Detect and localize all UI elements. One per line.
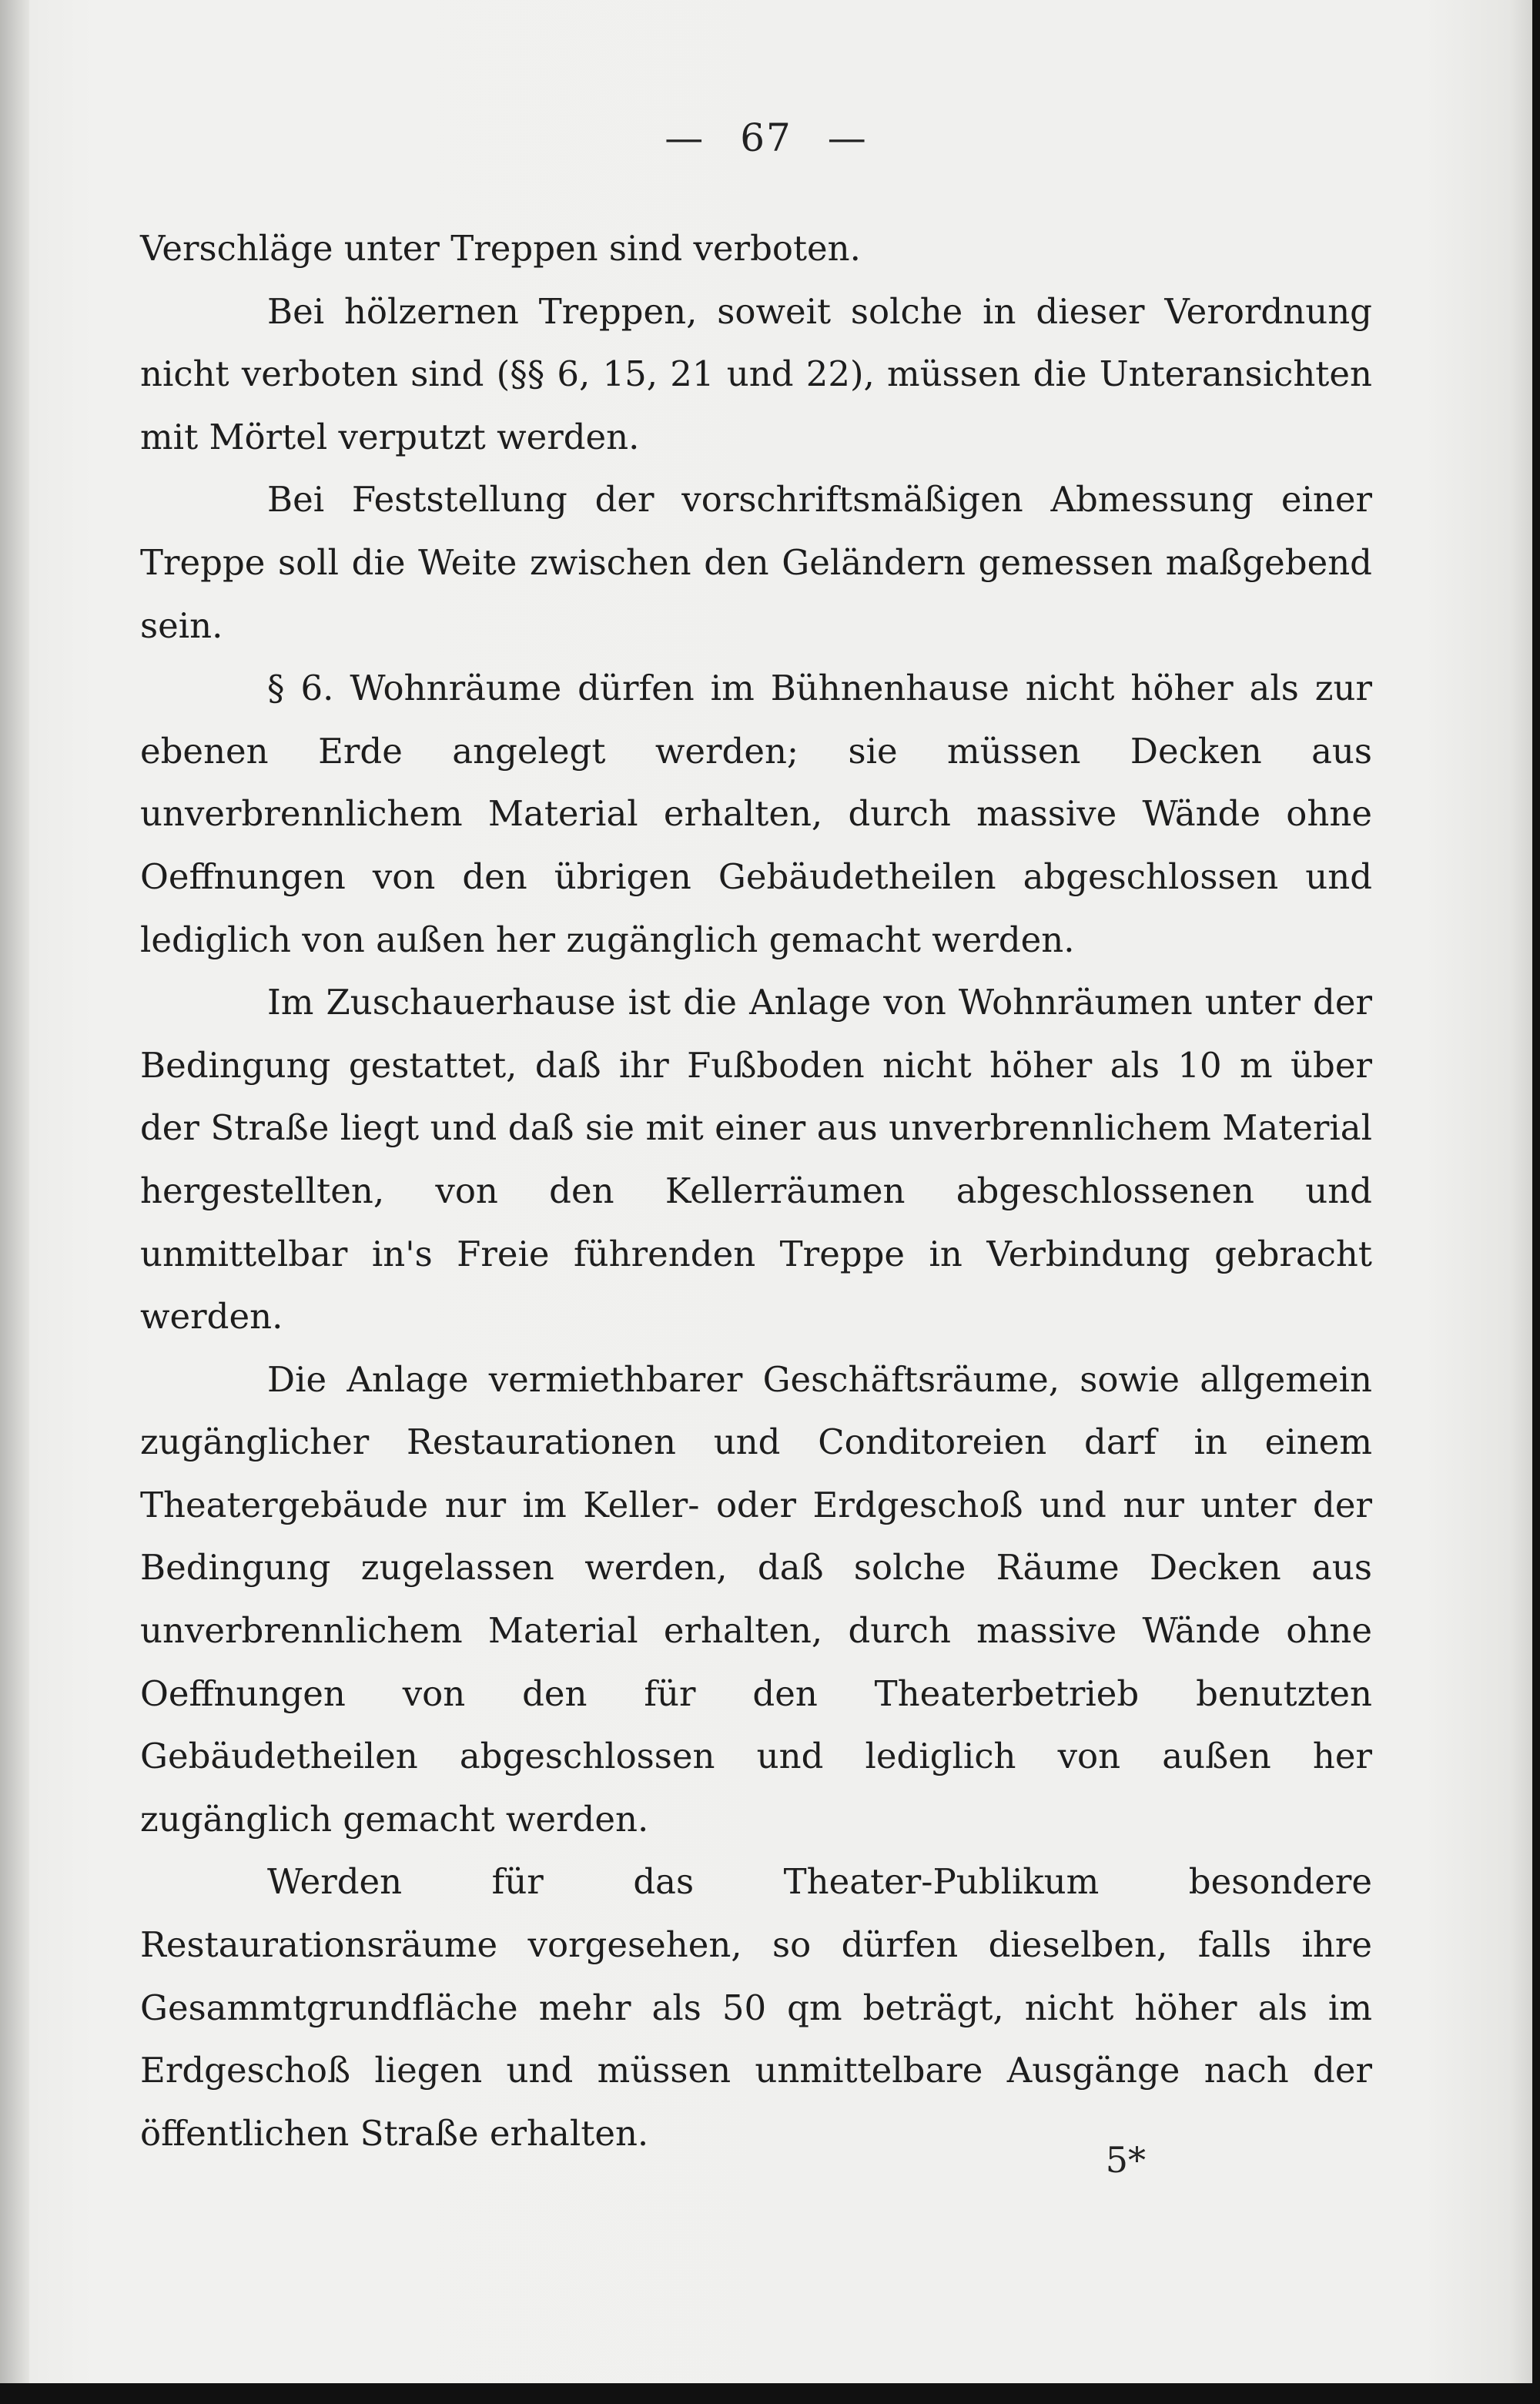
paragraph-5: Im Zuschauerhause ist die Anlage von Wohnräumen unter der Bedingung gestattet, daß ihr Fußboden nicht höher als 10 m über der Straße liegt und daß sie mit einer aus unverbrennlichem Material hergestellten, von den Kellerräumen abgeschlossenen und unmittelbar in's Freie führenden Treppe in Verbindung gebracht werden. (140, 982, 1372, 1338)
page-header (0, 116, 1532, 160)
header-left-dash: — (665, 116, 705, 160)
page-number: 67 (740, 116, 792, 160)
scan-border-bottom (0, 2383, 1540, 2404)
paragraph-1: Verschläge unter Treppen sind verboten. (140, 228, 861, 269)
page-gutter-shadow (0, 0, 29, 2383)
scan-border-right (1532, 0, 1540, 2404)
printer-signature-mark: 5* (1105, 2139, 1146, 2181)
paragraph-4-section-6: § 6. Wohnräume dürfen im Bühnenhause nicht höher als zur ebenen Erde angelegt werden; sie müssen Decken aus unverbrennlichem Material erhalten, durch massive Wände ohne Oeffnungen von den übrigen Gebäudetheilen abgeschlossen und lediglich von außen her zugänglich gemacht werden. (140, 668, 1372, 960)
paragraph-3: Bei Feststellung der vorschriftsmäßigen Abmessung einer Treppe soll die Weite zwischen den Geländern gemessen maßgebend sein. (140, 479, 1372, 646)
header-right-dash: — (827, 116, 868, 160)
paragraph-7: Werden für das Theater-Publikum besondere Restaurationsräume vorgesehen, so dürfen dieselben, falls ihre Gesammtgrundfläche mehr als 50 qm beträgt, nicht höher als im Erdgeschoß liegen und müssen unmittelbare Ausgänge nach der öffentlichen Straße erhalten. (140, 1861, 1372, 2154)
paragraph-2: Bei hölzernen Treppen, soweit solche in dieser Verordnung nicht verboten sind (§§ 6, 15, 21 und 22), müssen die Unteransichten mit Mörtel verputzt werden. (140, 290, 1372, 457)
page-body (140, 217, 1372, 2165)
paragraph-6: Die Anlage vermiethbarer Geschäftsräume, sowie allgemein zugänglicher Restaurationen und Conditoreien darf in einem Theatergebäude nur im Keller- oder Erdgeschoß und nur unter der Bedingung zugelassen werden, daß solche Räume Decken aus unverbrennlichem Material erhalten, durch massive Wände ohne Oeffnungen von den für den Theaterbetrieb benutzten Gebäudetheilen abgeschlossen und lediglich von außen her zugänglich gemacht werden. (140, 1358, 1372, 1840)
